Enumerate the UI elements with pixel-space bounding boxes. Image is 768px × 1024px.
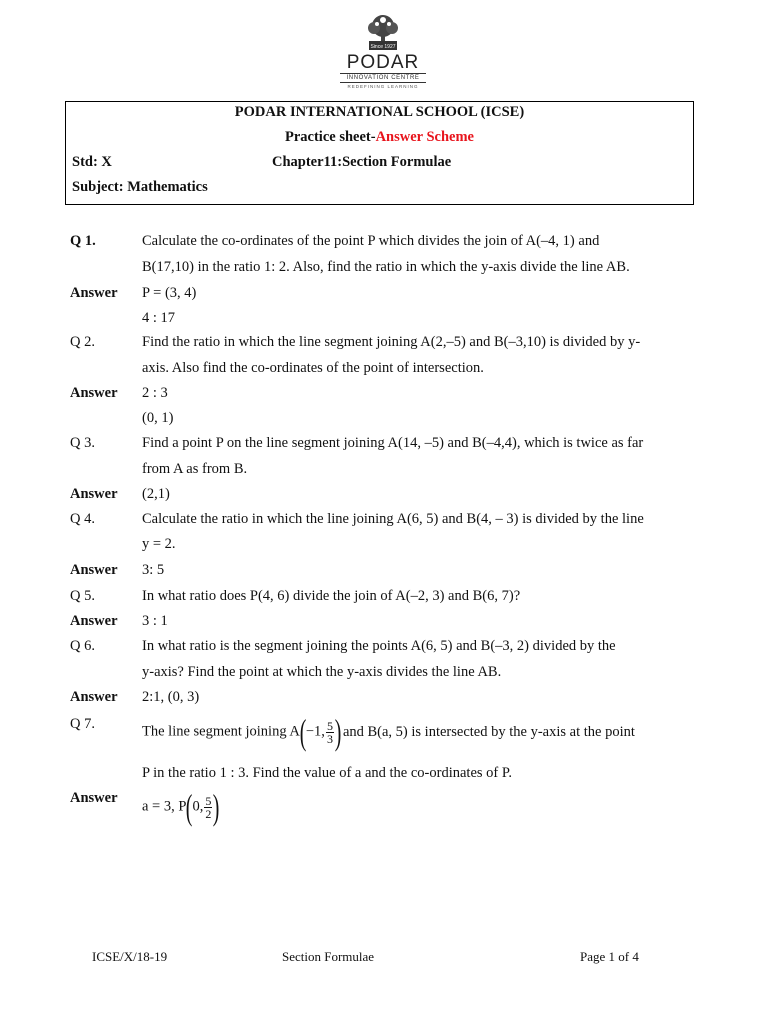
answer-text: 3 : 1 (142, 613, 168, 629)
answer-label: Answer (70, 689, 118, 705)
answer-label: Answer (70, 790, 118, 806)
question-label: Q 4. (70, 511, 95, 527)
q7-answer-pre: a = 3, P (142, 798, 187, 815)
question-text: In what ratio does P(4, 6) divide the join of A(–2, 3) and B(6, 7)? (142, 588, 521, 604)
question-label: Q 7. (70, 716, 95, 732)
answer-text-with-fraction (142, 789, 219, 825)
answer-label: Answer (70, 285, 118, 301)
subject-row (72, 179, 208, 196)
open-paren-icon: ( (186, 787, 193, 827)
header-box (65, 101, 694, 205)
answer-text: 2 : 3 (142, 385, 168, 401)
answer-label: Answer (70, 385, 118, 401)
school-name: PODAR INTERNATIONAL SCHOOL (ICSE) (234, 104, 525, 120)
logo-subtitle: INNOVATION CENTRE (340, 73, 426, 83)
question-label: Q 3. (70, 435, 95, 451)
question-label: Q 6. (70, 638, 95, 654)
question-text: Calculate the ratio in which the line joining A(6, 5) and B(4, – 3) is divided by the line (142, 511, 644, 527)
question-text-with-fraction (142, 714, 635, 750)
footer-page-number: Page 1 of 4 (580, 949, 639, 964)
logo-tagline: REDEFINING LEARNING (347, 84, 419, 89)
answer-text: 2:1, (0, 3) (142, 689, 200, 705)
fraction (326, 720, 334, 745)
tree-emblem-icon (357, 14, 409, 52)
close-paren-icon: ) (213, 787, 220, 827)
q7-term: −1, (305, 723, 325, 740)
question-text: y-axis? Find the point at which the y-axis divides the line AB. (142, 664, 502, 680)
subject-value: : Mathematics (118, 179, 208, 195)
sheet-title-prefix: Practice sheet- (285, 129, 376, 145)
question-text: from A as from B. (142, 461, 248, 477)
fraction-numerator: 5 (205, 793, 212, 808)
footer-title: Section Formulae (282, 949, 375, 964)
answer-text: (0, 1) (142, 410, 174, 426)
question-text: Find the ratio in which the line segment joining A(2,–5) and B(–3,10) is divided by y- (142, 334, 641, 350)
question-text: In what ratio is the segment joining the points A(6, 5) and B(–3, 2) divided by the (142, 638, 616, 654)
fraction-denominator: 2 (205, 806, 212, 821)
sheet-title (66, 129, 693, 146)
answer-label: Answer (70, 613, 118, 629)
answer-text: 3: 5 (142, 562, 165, 578)
since-text: Since 1927 (370, 44, 396, 50)
question-text: y = 2. (142, 536, 176, 552)
subject-label: Subject (72, 179, 119, 195)
answer-text: (2,1) (142, 486, 170, 502)
question-text: Find a point P on the line segment joining A(14, –5) and B(–4,4), which is twice as far (142, 435, 644, 451)
fraction (204, 795, 212, 820)
sheet-title-highlight: Answer Scheme (375, 129, 474, 145)
fraction-numerator: 5 (326, 718, 333, 733)
footer-code: ICSE/X/18-19 (92, 949, 168, 964)
school-logo (338, 14, 428, 94)
question-text: B(17,10) in the ratio 1: 2. Also, find the ratio in which the y-axis divide the line AB. (142, 259, 630, 275)
q7-text-pre: The line segment joining A (142, 723, 300, 740)
question-label: Q 2. (70, 334, 95, 350)
logo-name: PODAR (346, 52, 420, 73)
q7-answer-term: 0, (192, 798, 204, 815)
question-text: Calculate the co-ordinates of the point P which divides the join of A(–4, 1) and (142, 233, 600, 249)
answer-label: Answer (70, 562, 118, 578)
chapter-label: Chapter11:Section Formulae (272, 154, 452, 170)
answer-label: Answer (70, 486, 118, 502)
std-label: Std: X (72, 154, 112, 170)
question-text: axis. Also find the co-ordinates of the point of intersection. (142, 360, 484, 376)
open-paren-icon: ( (299, 712, 307, 752)
q7-text-post: and B(a, 5) is intersected by the y-axis at the point (342, 723, 635, 740)
question-label: Q 1. (70, 233, 96, 249)
fraction-denominator: 3 (326, 731, 333, 746)
question-label: Q 5. (70, 588, 95, 604)
answer-text: 4 : 17 (142, 310, 176, 326)
answer-text: P = (3, 4) (142, 285, 197, 301)
close-paren-icon: ) (334, 712, 342, 752)
question-text: P in the ratio 1 : 3. Find the value of a and the co-ordinates of P. (142, 765, 512, 781)
